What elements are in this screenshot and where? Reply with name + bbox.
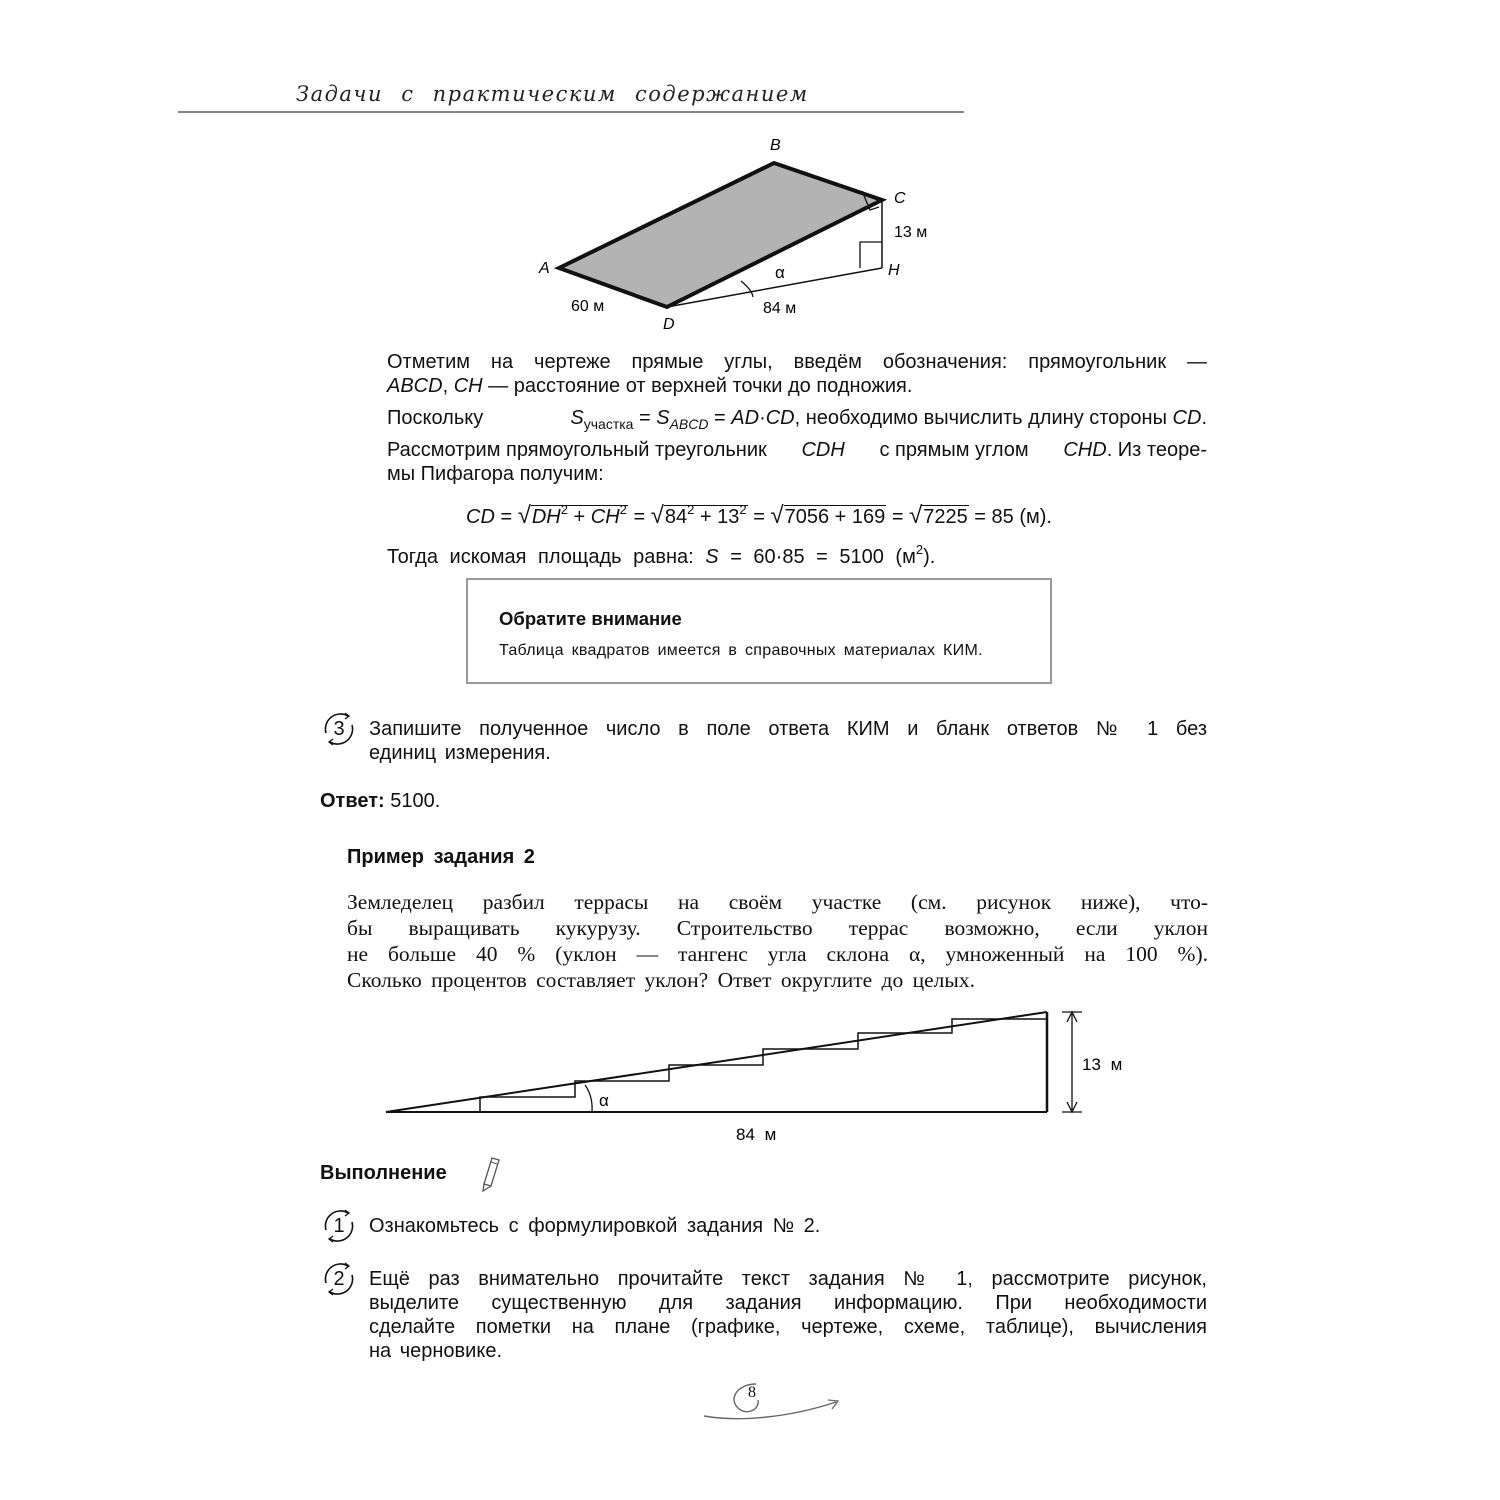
math-ch: CH bbox=[453, 375, 483, 397]
radical-2 bbox=[664, 502, 748, 528]
label-alpha: α bbox=[599, 1091, 609, 1110]
dim-ad: 60 м bbox=[571, 298, 605, 315]
equals: = bbox=[627, 506, 651, 528]
math-cdh: CDH bbox=[801, 439, 845, 461]
text: с прямым углом bbox=[879, 439, 1029, 461]
label-b: B bbox=[770, 137, 781, 154]
plus: + bbox=[694, 506, 718, 528]
math-s: S bbox=[570, 407, 584, 429]
pencil-icon bbox=[476, 1152, 504, 1192]
power: 2 bbox=[739, 502, 747, 517]
slope-rectangle-figure bbox=[520, 130, 960, 340]
text: Рассмотрим прямоугольный треугольник bbox=[387, 439, 767, 461]
label-alpha: α bbox=[775, 263, 785, 282]
radical-3: 7056 + 169 bbox=[784, 506, 886, 528]
text: , необходимо вычислить длину стороны bbox=[794, 407, 1167, 429]
result: = 85 (м). bbox=[968, 506, 1052, 528]
text: , bbox=[442, 375, 454, 397]
execution-step-2-line-4: на черновике. bbox=[369, 1340, 503, 1362]
math-s: S bbox=[656, 407, 670, 429]
math-s: S bbox=[705, 546, 719, 568]
solution-line-3 bbox=[387, 406, 1207, 436]
plus: + bbox=[567, 506, 591, 528]
page-number-ornament bbox=[698, 1376, 848, 1426]
subscript-abcd: ABCD bbox=[669, 416, 709, 432]
step-3-line-1: Запишите полученное число в поле ответа КИМ и бланк ответов № 1 без bbox=[369, 718, 1207, 740]
text: — расстояние от верхней точки до подножия. bbox=[482, 375, 913, 397]
text: Тогда искомая площадь равна: bbox=[387, 546, 694, 568]
step-2-badge bbox=[321, 1261, 357, 1297]
text: . Из теоре- bbox=[1106, 439, 1207, 461]
solution-line-1: Отметим на чертеже прямые углы, введём обозначения: прямоугольник — bbox=[387, 351, 1207, 373]
dim-ch: 13 м bbox=[894, 224, 928, 241]
note-title: Обратите внимание bbox=[499, 608, 682, 629]
note-box bbox=[466, 578, 1052, 684]
text: . bbox=[1201, 407, 1207, 429]
text: Поскольку bbox=[387, 407, 484, 429]
dim-dh: 84 м bbox=[763, 300, 797, 317]
radical-4: 7225 bbox=[923, 506, 968, 528]
step-number: 3 bbox=[333, 718, 345, 740]
area-formula bbox=[570, 406, 1207, 436]
step-3-line-2: единиц измерения. bbox=[369, 742, 551, 764]
number: 84 bbox=[664, 506, 688, 528]
math-abcd: ABCD bbox=[387, 375, 443, 397]
running-header: Задачи с практическим содержанием bbox=[296, 82, 809, 106]
subscript-uchastka: участка bbox=[583, 416, 634, 432]
pythagoras-formula: CD = $√DH^2 + CH^2 = √84^2 + 13^2 = √7056 + 169 = √7225 = 85$ (м). bbox=[466, 502, 1052, 529]
example-2-line-2: бы выращивать кукурузу. Строительство террас возможно, если уклон bbox=[347, 916, 1208, 940]
math-ch: CH bbox=[590, 506, 620, 528]
execution-title: Выполнение bbox=[320, 1162, 447, 1184]
solution-line-4 bbox=[387, 438, 1207, 462]
rectangle-abcd bbox=[559, 163, 882, 307]
answer-value: 5100. bbox=[390, 790, 441, 812]
equals: = bbox=[886, 506, 910, 528]
solution-line-5: мы Пифагора получим: bbox=[387, 463, 604, 485]
header-rule bbox=[178, 111, 964, 113]
power: 2 bbox=[560, 502, 568, 517]
example-2-line-4: Сколько процентов составляет уклон? Ответ округлите до целых. bbox=[347, 968, 975, 992]
text: = 60·85 = 5100 (м bbox=[718, 546, 916, 568]
terraces-figure bbox=[370, 1000, 1160, 1150]
math-cd: CD bbox=[1172, 407, 1202, 429]
page-number: 8 bbox=[748, 1384, 756, 1401]
execution-step-2-line-1: Ещё раз внимательно прочитайте текст задания № 1, рассмотрите рисунок, bbox=[369, 1268, 1207, 1290]
label-h: H bbox=[888, 262, 900, 279]
math-cd: CD bbox=[466, 506, 495, 528]
label-a: A bbox=[539, 260, 550, 277]
terrace-steps bbox=[480, 1019, 1047, 1112]
angle-alpha-arc bbox=[585, 1085, 592, 1112]
radical-1 bbox=[531, 502, 628, 528]
execution-step-1: Ознакомьтесь с формулировкой задания № 2. bbox=[369, 1215, 821, 1237]
execution-step-2-line-2: выделите существенную для задания информацию. При необходимости bbox=[369, 1292, 1207, 1314]
power: 2 bbox=[619, 502, 627, 517]
execution-step-2-line-3: сделайте пометки на плане (графике, чертеже, схеме, таблице), вычисления bbox=[369, 1316, 1207, 1338]
dim-width: 84 м bbox=[736, 1125, 777, 1144]
step-3-badge bbox=[321, 711, 357, 747]
equals: = bbox=[494, 506, 518, 528]
math-chd: CHD bbox=[1063, 439, 1107, 461]
power: 2 bbox=[915, 542, 924, 557]
step-1-badge bbox=[321, 1208, 357, 1244]
label-d: D bbox=[663, 316, 675, 333]
right-angle-h-mark bbox=[860, 242, 882, 268]
step-number: 1 bbox=[333, 1215, 345, 1237]
equals: = bbox=[747, 506, 771, 528]
text: ). bbox=[923, 546, 936, 568]
number: 13 bbox=[717, 506, 740, 528]
step-number: 2 bbox=[333, 1268, 345, 1290]
solution-area-line bbox=[387, 538, 935, 569]
equals: = bbox=[708, 407, 732, 429]
math-dh: DH bbox=[531, 506, 561, 528]
dim-height: 13 м bbox=[1082, 1055, 1123, 1074]
answer-line bbox=[320, 789, 440, 813]
example-2-line-3: не больше 40 % (уклон — тангенс угла склона α, умноженный на 100 %). bbox=[347, 942, 1208, 966]
solution-line-2 bbox=[387, 374, 1207, 398]
note-text: Таблица квадратов имеется в справочных материалах КИМ. bbox=[499, 642, 983, 659]
example-2-title: Пример задания 2 bbox=[347, 846, 535, 868]
power: 2 bbox=[687, 502, 695, 517]
label-c: C bbox=[894, 190, 906, 207]
example-2-line-1: Земледелец разбил террасы на своём участке (см. рисунок ниже), что- bbox=[347, 890, 1208, 914]
equals: = bbox=[633, 407, 657, 429]
angle-alpha-arc bbox=[741, 281, 753, 297]
math-ad-cd: AD·CD bbox=[731, 407, 795, 429]
answer-label: Ответ: bbox=[320, 790, 385, 812]
